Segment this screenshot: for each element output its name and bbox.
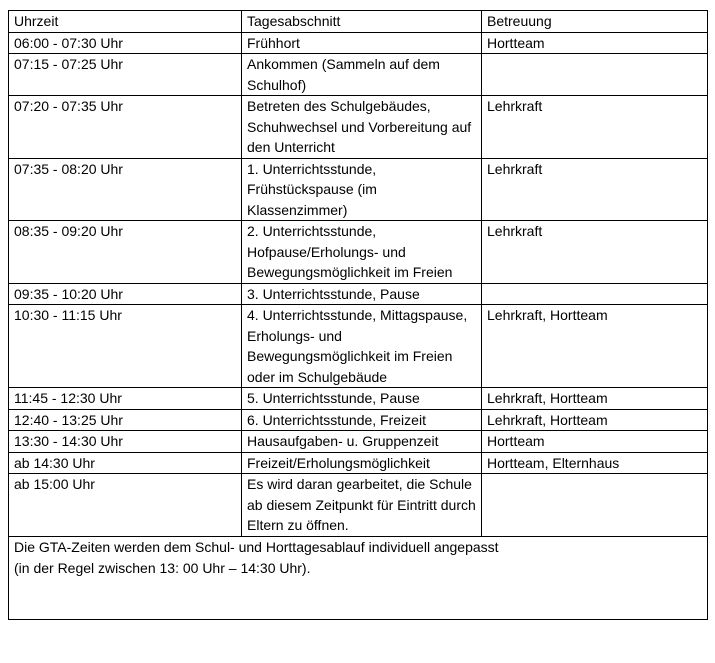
gta-note-line-1: Die GTA-Zeiten werden dem Schul- und Horttagesablauf individuell angepasst <box>14 538 499 555</box>
table-row <box>9 283 708 305</box>
cell-time: 06:00 - 07:30 Uhr <box>9 32 242 54</box>
cell-time: 10:30 - 11:15 Uhr <box>9 305 242 388</box>
cell-care: Hortteam <box>482 431 708 453</box>
cell-time: 07:35 - 08:20 Uhr <box>9 158 242 221</box>
cell-phase: 6. Unterrichtsstunde, Freizeit <box>242 409 482 431</box>
cell-phase: Ankommen (Sammeln auf dem Schulhof) <box>242 54 482 96</box>
cell-phase: Betreten des Schulgebäudes, Schuhwechsel und Vorbereitung auf den Unterricht <box>242 96 482 159</box>
table-row <box>9 409 708 431</box>
cell-phase: 3. Unterrichtsstunde, Pause <box>242 283 482 305</box>
note-row <box>9 536 708 619</box>
cell-care: Hortteam <box>482 32 708 54</box>
cell-time: ab 15:00 Uhr <box>9 474 242 537</box>
table-row <box>9 32 708 54</box>
schedule-sheet <box>8 10 707 620</box>
cell-phase: 2. Unterrichtsstunde, Hofpause/Erholungs- und Bewegungsmöglichkeit im Freien <box>242 221 482 284</box>
cell-care: Hortteam, Elternhaus <box>482 452 708 474</box>
cell-phase: 4. Unterrichtsstunde, Mittagspause, Erholungs- und Bewegungsmöglichkeit im Freien oder im Schulgebäude <box>242 305 482 388</box>
cell-care <box>482 54 708 96</box>
cell-care: Lehrkraft, Hortteam <box>482 305 708 388</box>
table-row <box>9 221 708 284</box>
table-row <box>9 158 708 221</box>
table-row <box>9 305 708 388</box>
header-row <box>9 11 708 33</box>
cell-phase: 1. Unterrichtsstunde, Frühstückspause (im Klassenzimmer) <box>242 158 482 221</box>
header-care: Betreuung <box>482 11 708 33</box>
cell-phase: 5. Unterrichtsstunde, Pause <box>242 388 482 410</box>
gta-note <box>9 536 708 619</box>
cell-care: Lehrkraft <box>482 158 708 221</box>
cell-time: 11:45 - 12:30 Uhr <box>9 388 242 410</box>
cell-time: ab 14:30 Uhr <box>9 452 242 474</box>
table-row <box>9 431 708 453</box>
cell-phase: Es wird daran gearbeitet, die Schule ab diesem Zeitpunkt für Eintritt durch Eltern zu öffnen. <box>242 474 482 537</box>
cell-time: 09:35 - 10:20 Uhr <box>9 283 242 305</box>
cell-care <box>482 283 708 305</box>
cell-care: Lehrkraft <box>482 221 708 284</box>
cell-time: 07:15 - 07:25 Uhr <box>9 54 242 96</box>
table-row <box>9 474 708 537</box>
cell-care: Lehrkraft, Hortteam <box>482 409 708 431</box>
table-row <box>9 452 708 474</box>
cell-time: 08:35 - 09:20 Uhr <box>9 221 242 284</box>
schedule-table <box>8 10 708 620</box>
cell-time: 07:20 - 07:35 Uhr <box>9 96 242 159</box>
cell-care: Lehrkraft, Hortteam <box>482 388 708 410</box>
cell-phase: Hausaufgaben- u. Gruppenzeit <box>242 431 482 453</box>
table-row <box>9 96 708 159</box>
cell-phase: Frühhort <box>242 32 482 54</box>
header-time: Uhrzeit <box>9 11 242 33</box>
cell-care: Lehrkraft <box>482 96 708 159</box>
cell-care <box>482 474 708 537</box>
table-row <box>9 54 708 96</box>
header-phase: Tagesabschnitt <box>242 11 482 33</box>
gta-note-line-2: (in der Regel zwischen 13: 00 Uhr – 14:30 Uhr). <box>14 559 311 576</box>
cell-time: 12:40 - 13:25 Uhr <box>9 409 242 431</box>
cell-time: 13:30 - 14:30 Uhr <box>9 431 242 453</box>
cell-phase: Freizeit/Erholungsmöglichkeit <box>242 452 482 474</box>
table-row <box>9 388 708 410</box>
